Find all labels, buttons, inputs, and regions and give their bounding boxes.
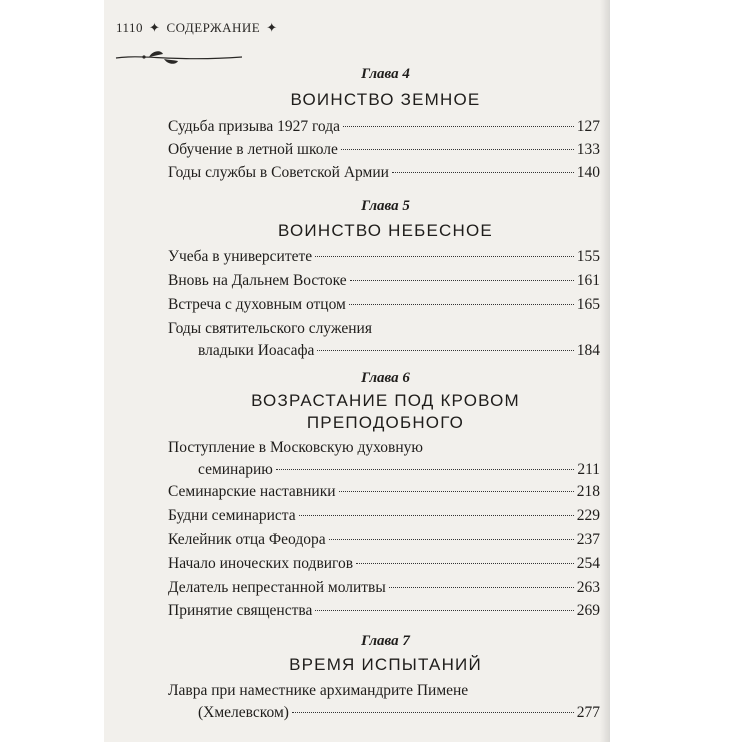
toc-page-number: 254 bbox=[576, 555, 600, 572]
vine-ornament-icon bbox=[114, 48, 244, 68]
toc-page-number: 277 bbox=[576, 704, 600, 721]
toc-entry-title: Поступление в Московскую духовную bbox=[168, 439, 423, 456]
toc-entry-title: Делатель непрестанной молитвы bbox=[168, 579, 386, 596]
toc-entry-title: Встреча с духовным отцом bbox=[168, 296, 346, 313]
leader-dots bbox=[339, 491, 574, 492]
leader-dots bbox=[299, 515, 574, 516]
toc-entry[interactable] bbox=[168, 437, 600, 481]
ornament-star-icon: ✦ bbox=[266, 20, 278, 35]
leader-dots bbox=[292, 712, 574, 713]
toc-entry[interactable] bbox=[168, 162, 600, 184]
toc-entry[interactable] bbox=[168, 505, 600, 527]
chapter-title: ВОИНСТВО ЗЕМНОЕ bbox=[290, 90, 481, 109]
toc-entry-title: Учеба в университете bbox=[168, 248, 313, 265]
leader-dots bbox=[315, 256, 574, 257]
chapter-label: Глава 6 bbox=[361, 370, 410, 386]
toc-entry[interactable] bbox=[168, 139, 600, 161]
toc-entry[interactable] bbox=[168, 481, 600, 503]
toc-page-number: 218 bbox=[576, 483, 600, 500]
toc-page-number: 165 bbox=[576, 296, 600, 313]
leader-dots bbox=[350, 280, 574, 281]
chapter-title: ВОИНСТВО НЕБЕСНОЕ bbox=[278, 221, 493, 240]
leader-dots bbox=[341, 149, 574, 150]
chapter-label: Глава 4 bbox=[361, 66, 410, 82]
toc-entry[interactable] bbox=[168, 294, 600, 316]
toc-entry-title: Келейник отца Феодора bbox=[168, 531, 326, 548]
toc-page-number: 211 bbox=[577, 461, 600, 478]
toc-entry[interactable] bbox=[168, 270, 600, 292]
leader-dots bbox=[349, 304, 574, 305]
toc-entry[interactable] bbox=[168, 553, 600, 575]
leader-dots bbox=[329, 539, 574, 540]
ornament-star-icon: ✦ bbox=[149, 20, 161, 35]
toc-entry-title-continued: владыки Иоасафа bbox=[198, 342, 315, 359]
toc-page-number: 161 bbox=[576, 272, 600, 289]
toc-page-number: 269 bbox=[576, 602, 600, 619]
toc-entry-title: Семинарские наставники bbox=[168, 483, 336, 500]
running-head bbox=[116, 20, 278, 36]
leader-dots bbox=[389, 587, 574, 588]
toc-entry-title: Годы службы в Советской Армии bbox=[168, 164, 389, 181]
toc-page-number: 229 bbox=[576, 507, 600, 524]
toc-entry-title: Будни семинариста bbox=[168, 507, 296, 524]
leader-dots bbox=[276, 469, 574, 470]
toc-page-number: 127 bbox=[576, 118, 600, 135]
chapter-label: Глава 5 bbox=[361, 198, 410, 214]
toc-entry[interactable] bbox=[168, 116, 600, 138]
toc-page-number: 140 bbox=[576, 164, 600, 181]
toc-page-number: 184 bbox=[576, 342, 600, 359]
leader-dots bbox=[356, 563, 574, 564]
toc-page-number: 263 bbox=[576, 579, 600, 596]
page-gutter-shadow bbox=[600, 0, 610, 742]
toc-page-number: 133 bbox=[576, 141, 600, 158]
chapter-label: Глава 7 bbox=[361, 633, 410, 649]
chapter-title: ВРЕМЯ ИСПЫТАНИЙ bbox=[289, 655, 482, 674]
leader-dots bbox=[343, 126, 574, 127]
toc-page-number: 155 bbox=[576, 248, 600, 265]
leader-dots bbox=[392, 172, 574, 173]
leader-dots bbox=[315, 610, 573, 611]
toc-page-number: 237 bbox=[576, 531, 600, 548]
chapter-title-line: ПРЕПОДОБНОГО bbox=[306, 413, 465, 432]
toc-entry-title-continued: семинарию bbox=[198, 461, 273, 478]
toc-entry-title: Судьба призыва 1927 года bbox=[168, 118, 340, 135]
toc-entry-title: Лавра при наместнике архимандрите Пимене bbox=[168, 682, 469, 699]
section-title: СОДЕРЖАНИЕ bbox=[166, 20, 261, 35]
toc-entry-title: Обучение в летной школе bbox=[168, 141, 338, 158]
chapter-title bbox=[168, 390, 603, 434]
toc-entry-title-continued: (Хмелевском) bbox=[198, 704, 289, 721]
toc-entry-title: Вновь на Дальнем Востоке bbox=[168, 272, 347, 289]
toc-entry[interactable] bbox=[168, 529, 600, 551]
toc-entry[interactable] bbox=[168, 318, 600, 362]
leader-dots bbox=[317, 350, 573, 351]
toc-entry-title: Начало иноческих подвигов bbox=[168, 555, 354, 572]
toc-entry-title: Годы святительского служения bbox=[168, 320, 372, 337]
toc-entry[interactable] bbox=[168, 600, 600, 622]
toc-entry-title: Принятие священства bbox=[168, 602, 313, 619]
toc-entry[interactable] bbox=[168, 680, 600, 724]
toc-entry[interactable] bbox=[168, 577, 600, 599]
page-number: 1110 bbox=[116, 20, 144, 35]
book-page bbox=[104, 0, 610, 742]
toc-entry[interactable] bbox=[168, 246, 600, 268]
chapter-title-line: ВОЗРАСТАНИЕ ПОД КРОВОМ bbox=[251, 391, 520, 410]
